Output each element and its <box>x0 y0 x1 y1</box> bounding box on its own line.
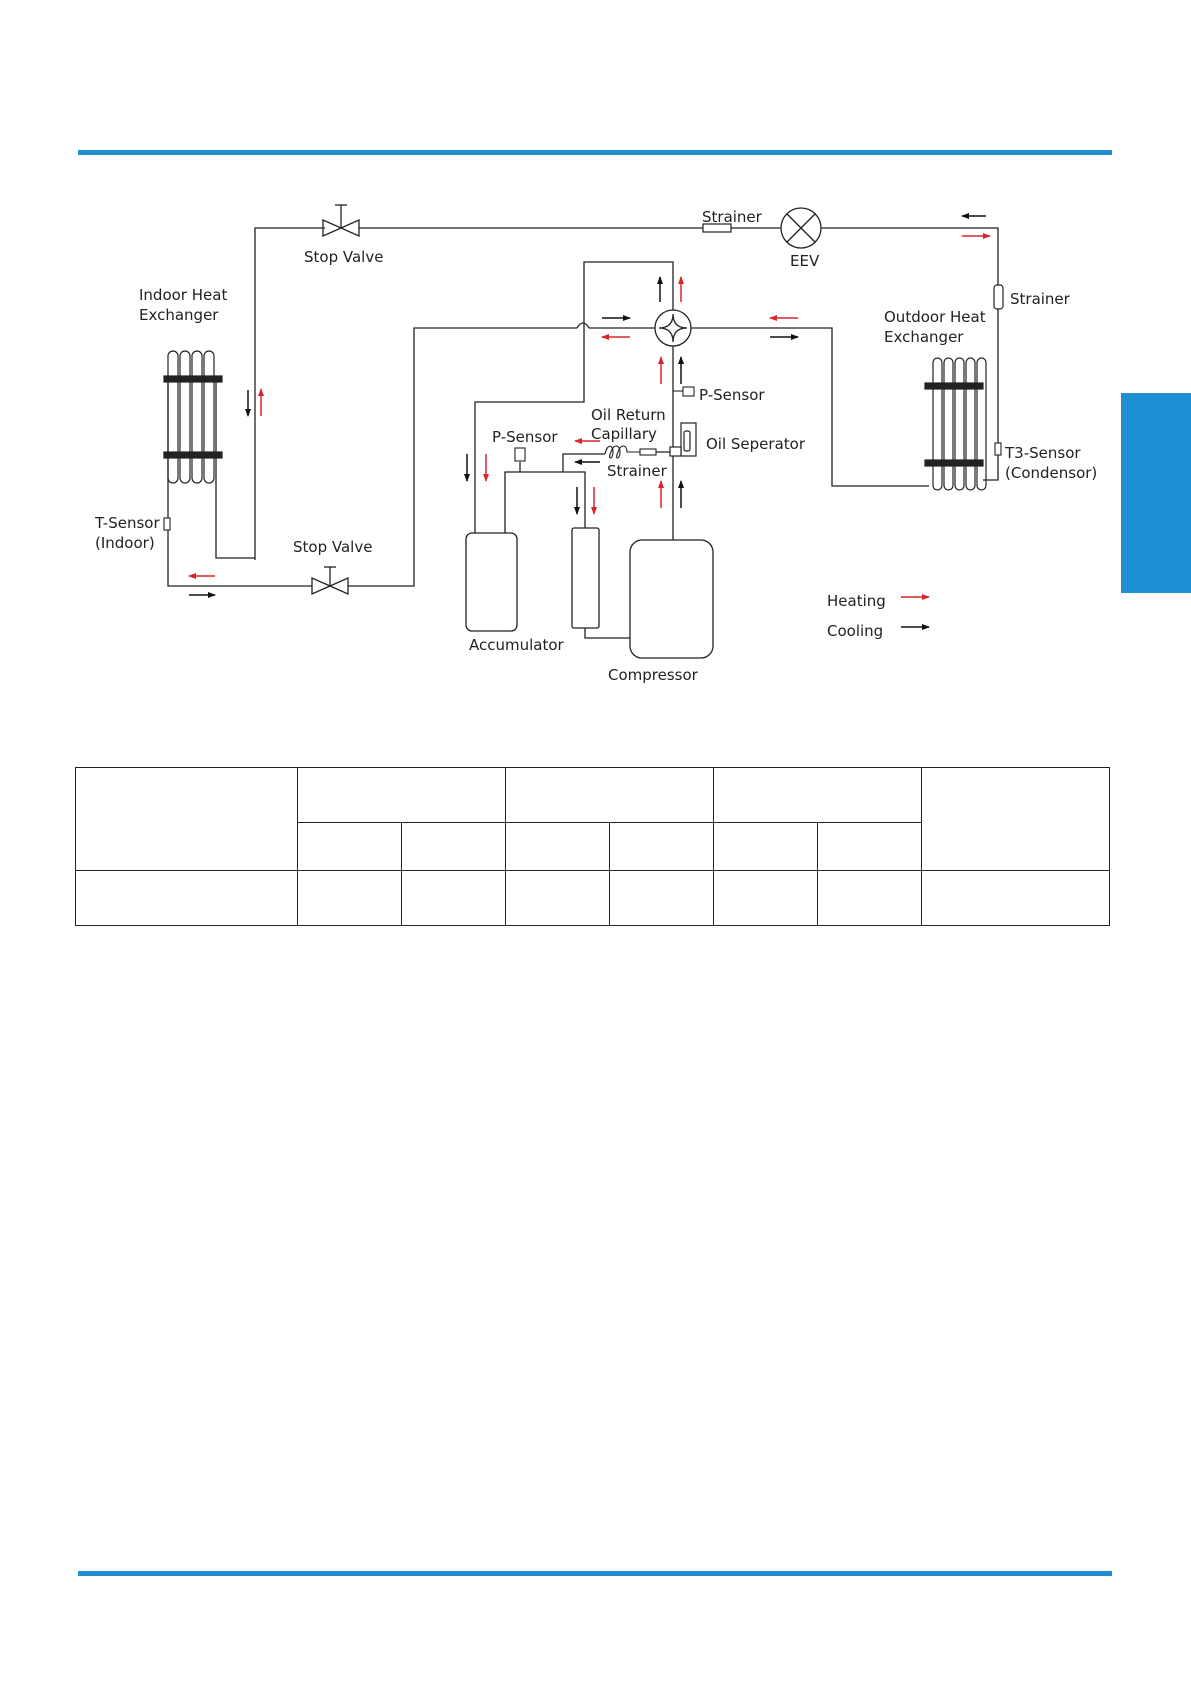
accumulator-label: Accumulator <box>469 636 564 654</box>
table-cell <box>298 823 402 871</box>
oil-return-capillary <box>605 446 656 458</box>
table-cell <box>922 768 1110 871</box>
table-cell <box>402 871 506 926</box>
t-sensor-indoor <box>164 518 170 530</box>
suction-strainer-canister <box>572 528 599 628</box>
stop-valve-top-label: Stop Valve <box>304 248 384 266</box>
legend-cooling-label: Cooling <box>827 622 884 640</box>
compressor <box>630 540 713 658</box>
eev-label: EEV <box>790 252 820 270</box>
outdoor-hx-label-line2: Exchanger <box>884 328 964 346</box>
table-cell <box>818 871 922 926</box>
table-cell <box>610 823 714 871</box>
oil-return-label-line1: Oil Return <box>591 406 666 424</box>
indoor-heat-exchanger <box>164 351 222 483</box>
table-cell <box>506 823 610 871</box>
oil-separator <box>670 423 696 456</box>
p-sensor-suction-label: P-Sensor <box>492 428 558 446</box>
strainer-oil-label: Strainer <box>607 462 667 480</box>
indoor-hx-label-line1: Indoor Heat <box>139 286 228 304</box>
t-sensor-label-line1: T-Sensor <box>95 514 160 532</box>
table-cell <box>76 871 298 926</box>
outdoor-hx-label-line1: Outdoor Heat <box>884 308 986 326</box>
eev-valve <box>781 208 821 248</box>
t3-sensor <box>995 443 1001 455</box>
indoor-hx-label-line2: Exchanger <box>139 306 219 324</box>
t3-sensor-label-line1: T3-Sensor <box>1005 444 1081 462</box>
accumulator <box>466 533 517 631</box>
stop-valve-bottom <box>312 567 348 594</box>
table-cell <box>76 768 298 871</box>
oil-separator-label: Oil Seperator <box>706 435 805 453</box>
four-way-valve <box>655 310 691 346</box>
stop-valve-top <box>323 205 359 236</box>
table-cell <box>402 823 506 871</box>
p-sensor-discharge <box>683 387 694 396</box>
strainer-right <box>994 285 1003 309</box>
table-cell <box>818 823 922 871</box>
p-sensor-suction <box>515 448 525 461</box>
t3-sensor-label-line2: (Condensor) <box>1005 464 1098 482</box>
table-cell <box>922 871 1110 926</box>
table-cell <box>714 823 818 871</box>
oil-return-label-line2: Capillary <box>591 425 657 443</box>
table-cell <box>298 871 402 926</box>
stop-valve-bottom-label: Stop Valve <box>293 538 373 556</box>
table-cell <box>714 768 922 823</box>
table-cell <box>506 768 714 823</box>
strainer-top-label: Strainer <box>702 208 762 226</box>
compressor-label: Compressor <box>608 666 698 684</box>
table-cell <box>506 871 610 926</box>
p-sensor-discharge-label: P-Sensor <box>699 386 765 404</box>
strainer-right-label: Strainer <box>1010 290 1070 308</box>
table-cell <box>610 871 714 926</box>
t-sensor-label-line2: (Indoor) <box>95 534 155 552</box>
table-cell <box>298 768 506 823</box>
footer-rule <box>78 1571 1112 1576</box>
specification-table <box>75 767 1110 926</box>
table-cell <box>714 871 818 926</box>
outdoor-heat-exchanger <box>925 358 986 490</box>
legend-heating-label: Heating <box>827 592 886 610</box>
